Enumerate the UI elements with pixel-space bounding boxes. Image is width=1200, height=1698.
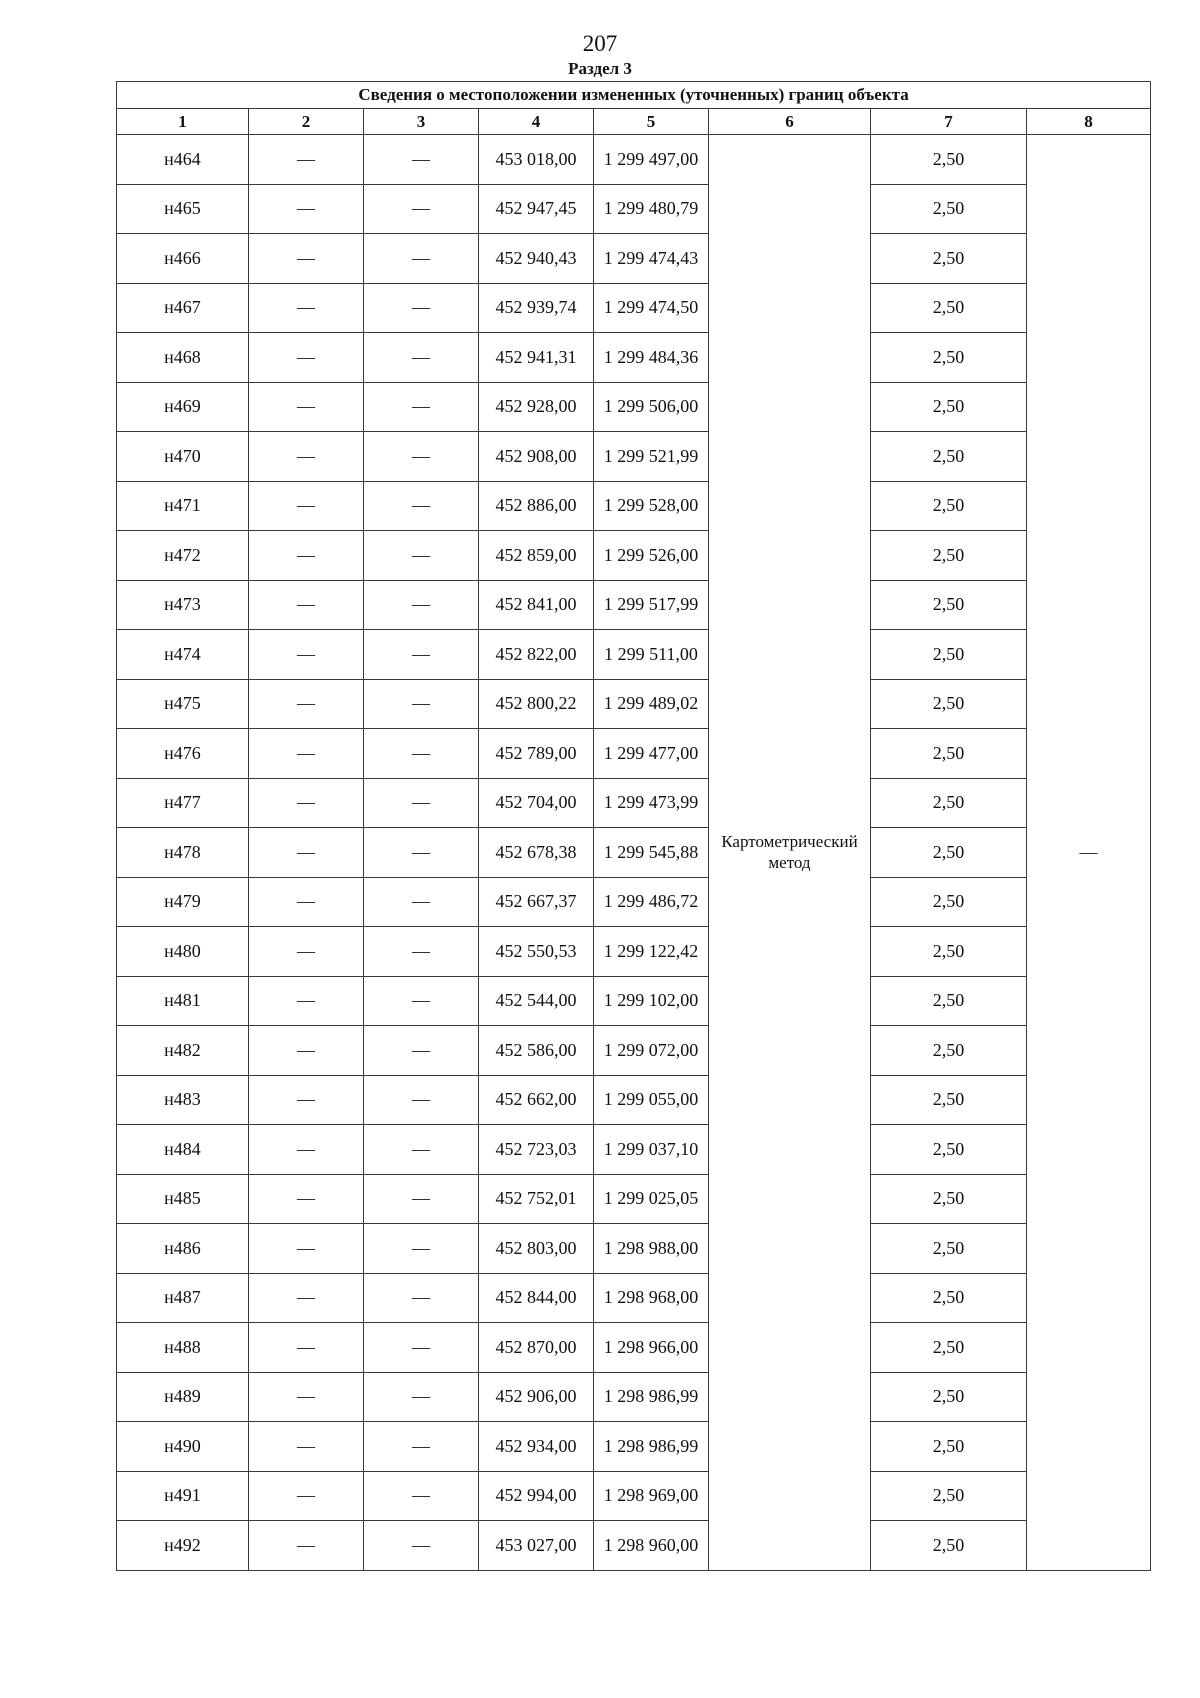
column-2-cell: — [249,729,364,779]
precision-cell: 2,50 [871,234,1027,284]
column-2-cell: — [249,630,364,680]
y-coordinate-cell: 1 299 517,99 [594,580,709,630]
column-3-cell: — [364,1026,479,1076]
precision-cell: 2,50 [871,1372,1027,1422]
column-2-cell: — [249,778,364,828]
y-coordinate-cell: 1 299 511,00 [594,630,709,680]
point-number-cell: н478 [117,828,249,878]
column-number: 2 [249,109,364,135]
column-2-cell: — [249,135,364,185]
column-2-cell: — [249,679,364,729]
table-row [117,135,1151,185]
column-3-cell: — [364,432,479,482]
table-row [117,630,1151,680]
table-row [117,184,1151,234]
column-2-cell: — [249,1026,364,1076]
section-title: Раздел 3 [568,59,632,78]
precision-cell: 2,50 [871,1422,1027,1472]
table-row [117,1372,1151,1422]
x-coordinate-cell: 452 586,00 [479,1026,594,1076]
table-row [117,1174,1151,1224]
point-number-cell: н474 [117,630,249,680]
precision-cell: 2,50 [871,531,1027,581]
point-number-cell: н476 [117,729,249,779]
table-row [117,1273,1151,1323]
table-row [117,1471,1151,1521]
table-row [117,1323,1151,1373]
precision-cell: 2,50 [871,432,1027,482]
column-3-cell: — [364,1422,479,1472]
point-number-cell: н465 [117,184,249,234]
column-3-cell: — [364,1075,479,1125]
precision-cell: 2,50 [871,481,1027,531]
column-2-cell: — [249,283,364,333]
precision-cell: 2,50 [871,184,1027,234]
x-coordinate-cell: 452 544,00 [479,976,594,1026]
column-number: 1 [117,109,249,135]
x-coordinate-cell: 452 928,00 [479,382,594,432]
table-row [117,729,1151,779]
page-number: 207 [582,31,618,56]
column-3-cell: — [364,976,479,1026]
x-coordinate-cell: 452 841,00 [479,580,594,630]
column-3-cell: — [364,1125,479,1175]
column-3-cell: — [364,1273,479,1323]
table-row [117,283,1151,333]
boundary-coordinates-table [116,81,1151,1571]
x-coordinate-cell: 452 752,01 [479,1174,594,1224]
y-coordinate-cell: 1 299 489,02 [594,679,709,729]
x-coordinate-cell: 452 941,31 [479,333,594,383]
column-number: 5 [594,109,709,135]
y-coordinate-cell: 1 299 526,00 [594,531,709,581]
point-number-cell: н479 [117,877,249,927]
y-coordinate-cell: 1 299 037,10 [594,1125,709,1175]
table-row [117,1224,1151,1274]
column-2-cell: — [249,333,364,383]
y-coordinate-cell: 1 299 484,36 [594,333,709,383]
point-number-cell: н491 [117,1471,249,1521]
table-row [117,1521,1151,1571]
table-row [117,828,1151,878]
table-row [117,580,1151,630]
table-row [117,531,1151,581]
precision-cell: 2,50 [871,333,1027,383]
precision-cell: 2,50 [871,1075,1027,1125]
precision-cell: 2,50 [871,1125,1027,1175]
y-coordinate-cell: 1 299 528,00 [594,481,709,531]
x-coordinate-cell: 452 870,00 [479,1323,594,1373]
x-coordinate-cell: 452 994,00 [479,1471,594,1521]
column-2-cell: — [249,1125,364,1175]
column-2-cell: — [249,1422,364,1472]
column-3-cell: — [364,927,479,977]
point-number-cell: н486 [117,1224,249,1274]
x-coordinate-cell: 452 940,43 [479,234,594,284]
point-number-cell: н489 [117,1372,249,1422]
column-2-cell: — [249,828,364,878]
column-3-cell: — [364,580,479,630]
x-coordinate-cell: 452 803,00 [479,1224,594,1274]
precision-cell: 2,50 [871,1521,1027,1571]
column-number: 7 [871,109,1027,135]
column-number-row [117,109,1151,135]
column-number: 4 [479,109,594,135]
x-coordinate-cell: 452 886,00 [479,481,594,531]
column-2-cell: — [249,1273,364,1323]
precision-cell: 2,50 [871,382,1027,432]
column-2-cell: — [249,580,364,630]
table-row [117,234,1151,284]
column-number: 6 [709,109,871,135]
column-number: 3 [364,109,479,135]
y-coordinate-cell: 1 299 480,79 [594,184,709,234]
column-2-cell: — [249,877,364,927]
column-3-cell: — [364,184,479,234]
column-3-cell: — [364,630,479,680]
table-row [117,1075,1151,1125]
point-number-cell: н475 [117,679,249,729]
point-number-cell: н467 [117,283,249,333]
column-2-cell: — [249,1224,364,1274]
precision-cell: 2,50 [871,1323,1027,1373]
precision-cell: 2,50 [871,283,1027,333]
table-row [117,382,1151,432]
y-coordinate-cell: 1 299 025,05 [594,1174,709,1224]
column-2-cell: — [249,927,364,977]
point-number-cell: н484 [117,1125,249,1175]
x-coordinate-cell: 452 723,03 [479,1125,594,1175]
column-3-cell: — [364,778,479,828]
column-8-cell: — [1027,135,1151,1571]
table-row [117,976,1151,1026]
column-2-cell: — [249,1174,364,1224]
x-coordinate-cell: 453 027,00 [479,1521,594,1571]
precision-cell: 2,50 [871,135,1027,185]
point-number-cell: н483 [117,1075,249,1125]
column-2-cell: — [249,1521,364,1571]
y-coordinate-cell: 1 299 474,50 [594,283,709,333]
column-3-cell: — [364,1323,479,1373]
column-2-cell: — [249,1471,364,1521]
x-coordinate-cell: 452 800,22 [479,679,594,729]
table-row [117,432,1151,482]
table-row [117,1125,1151,1175]
point-number-cell: н472 [117,531,249,581]
precision-cell: 2,50 [871,1273,1027,1323]
y-coordinate-cell: 1 298 968,00 [594,1273,709,1323]
precision-cell: 2,50 [871,828,1027,878]
table-row [117,679,1151,729]
precision-cell: 2,50 [871,580,1027,630]
x-coordinate-cell: 452 822,00 [479,630,594,680]
point-number-cell: н468 [117,333,249,383]
column-3-cell: — [364,729,479,779]
precision-cell: 2,50 [871,778,1027,828]
column-2-cell: — [249,1372,364,1422]
precision-cell: 2,50 [871,1026,1027,1076]
y-coordinate-cell: 1 298 986,99 [594,1422,709,1472]
x-coordinate-cell: 452 678,38 [479,828,594,878]
x-coordinate-cell: 452 550,53 [479,927,594,977]
precision-cell: 2,50 [871,877,1027,927]
column-3-cell: — [364,531,479,581]
column-2-cell: — [249,234,364,284]
x-coordinate-cell: 452 667,37 [479,877,594,927]
point-number-cell: н492 [117,1521,249,1571]
column-3-cell: — [364,382,479,432]
y-coordinate-cell: 1 299 477,00 [594,729,709,779]
y-coordinate-cell: 1 299 474,43 [594,234,709,284]
y-coordinate-cell: 1 299 545,88 [594,828,709,878]
x-coordinate-cell: 452 704,00 [479,778,594,828]
table-row [117,778,1151,828]
y-coordinate-cell: 1 299 055,00 [594,1075,709,1125]
point-number-cell: н477 [117,778,249,828]
point-number-cell: н466 [117,234,249,284]
y-coordinate-cell: 1 299 497,00 [594,135,709,185]
column-3-cell: — [364,1521,479,1571]
column-3-cell: — [364,333,479,383]
x-coordinate-cell: 453 018,00 [479,135,594,185]
precision-cell: 2,50 [871,630,1027,680]
y-coordinate-cell: 1 298 960,00 [594,1521,709,1571]
column-2-cell: — [249,481,364,531]
precision-cell: 2,50 [871,1224,1027,1274]
y-coordinate-cell: 1 299 506,00 [594,382,709,432]
table-caption: Сведения о местоположении измененных (уточненных) границ объекта [117,82,1151,109]
column-2-cell: — [249,432,364,482]
x-coordinate-cell: 452 947,45 [479,184,594,234]
y-coordinate-cell: 1 299 486,72 [594,877,709,927]
table-row [117,333,1151,383]
column-3-cell: — [364,1471,479,1521]
point-number-cell: н481 [117,976,249,1026]
table-row [117,927,1151,977]
column-3-cell: — [364,828,479,878]
y-coordinate-cell: 1 299 102,00 [594,976,709,1026]
y-coordinate-cell: 1 298 969,00 [594,1471,709,1521]
point-number-cell: н464 [117,135,249,185]
table-row [117,877,1151,927]
column-3-cell: — [364,135,479,185]
x-coordinate-cell: 452 934,00 [479,1422,594,1472]
point-number-cell: н480 [117,927,249,977]
column-3-cell: — [364,1372,479,1422]
column-3-cell: — [364,283,479,333]
point-number-cell: н473 [117,580,249,630]
x-coordinate-cell: 452 939,74 [479,283,594,333]
y-coordinate-cell: 1 298 966,00 [594,1323,709,1373]
x-coordinate-cell: 452 906,00 [479,1372,594,1422]
column-2-cell: — [249,531,364,581]
point-number-cell: н485 [117,1174,249,1224]
point-number-cell: н482 [117,1026,249,1076]
column-number: 8 [1027,109,1151,135]
point-number-cell: н488 [117,1323,249,1373]
y-coordinate-cell: 1 299 521,99 [594,432,709,482]
y-coordinate-cell: 1 298 986,99 [594,1372,709,1422]
point-number-cell: н487 [117,1273,249,1323]
point-number-cell: н490 [117,1422,249,1472]
table-row [117,481,1151,531]
y-coordinate-cell: 1 299 122,42 [594,927,709,977]
method-cell: Картометрический метод [709,135,871,1571]
column-2-cell: — [249,1075,364,1125]
column-2-cell: — [249,976,364,1026]
x-coordinate-cell: 452 844,00 [479,1273,594,1323]
column-3-cell: — [364,1174,479,1224]
precision-cell: 2,50 [871,729,1027,779]
y-coordinate-cell: 1 299 072,00 [594,1026,709,1076]
point-number-cell: н469 [117,382,249,432]
precision-cell: 2,50 [871,1471,1027,1521]
precision-cell: 2,50 [871,976,1027,1026]
x-coordinate-cell: 452 859,00 [479,531,594,581]
x-coordinate-cell: 452 662,00 [479,1075,594,1125]
column-2-cell: — [249,184,364,234]
column-3-cell: — [364,234,479,284]
y-coordinate-cell: 1 298 988,00 [594,1224,709,1274]
column-3-cell: — [364,481,479,531]
column-2-cell: — [249,382,364,432]
point-number-cell: н470 [117,432,249,482]
precision-cell: 2,50 [871,1174,1027,1224]
column-3-cell: — [364,877,479,927]
precision-cell: 2,50 [871,927,1027,977]
column-3-cell: — [364,679,479,729]
column-2-cell: — [249,1323,364,1373]
table-row [117,1026,1151,1076]
point-number-cell: н471 [117,481,249,531]
table-body [117,135,1151,1571]
precision-cell: 2,50 [871,679,1027,729]
x-coordinate-cell: 452 908,00 [479,432,594,482]
table-row [117,1422,1151,1472]
y-coordinate-cell: 1 299 473,99 [594,778,709,828]
column-3-cell: — [364,1224,479,1274]
x-coordinate-cell: 452 789,00 [479,729,594,779]
